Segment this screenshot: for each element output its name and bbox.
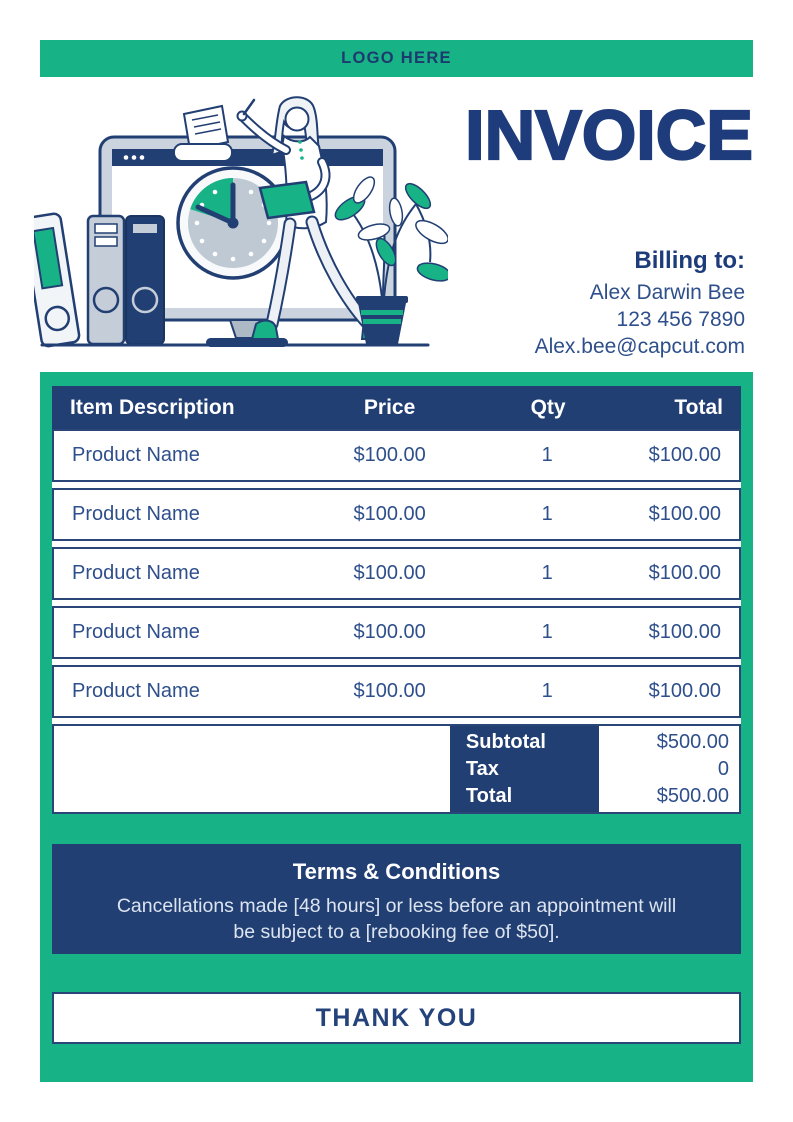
cell-item-description: Product Name: [72, 621, 200, 643]
terms-and-conditions: [52, 844, 741, 954]
table-row: [52, 547, 741, 600]
terms-line-1: Cancellations made [48 hours] or less before an appointment will: [116, 895, 677, 917]
table-row: [52, 488, 741, 541]
cell-qty: 1: [541, 444, 553, 466]
items-table: [52, 386, 741, 814]
terms-title: Terms & Conditions: [292, 859, 501, 884]
cell-total: $100.00: [648, 621, 721, 643]
cell-total: $100.00: [648, 680, 721, 702]
logo-placeholder-text: LOGO HERE: [341, 49, 452, 67]
cell-item-description: Product Name: [72, 562, 200, 584]
billing-heading: Billing to:: [634, 247, 745, 274]
thank-you-text: THANK YOU: [315, 1003, 478, 1032]
header-price: Price: [363, 395, 416, 419]
cell-item-description: Product Name: [72, 680, 200, 702]
billing-name: Alex Darwin Bee: [589, 281, 745, 304]
cell-qty: 1: [541, 621, 553, 643]
cell-price: $100.00: [353, 562, 426, 584]
terms-line-2: be subject to a [rebooking fee of $50].: [233, 920, 560, 943]
totals-spacer: [54, 726, 450, 812]
subtotal-label: Subtotal: [465, 730, 546, 753]
document-icon: [260, 182, 314, 218]
billing-block: [535, 246, 745, 360]
cell-item-description: Product Name: [72, 444, 200, 466]
table-row: [52, 665, 741, 718]
printer-icon: [174, 106, 232, 161]
totals-values: [602, 726, 739, 812]
cell-price: $100.00: [353, 621, 426, 643]
table-row: [52, 606, 741, 659]
table-rows: [52, 429, 741, 718]
billing-email: Alex.bee@capcut.com: [534, 335, 745, 358]
tax-label: Tax: [465, 757, 499, 780]
tax-value: 0: [717, 757, 729, 780]
cell-qty: 1: [541, 680, 553, 702]
page-title: INVOICE: [465, 96, 753, 174]
totals-section: [52, 724, 741, 814]
cell-total: $100.00: [648, 444, 721, 466]
header-qty: Qty: [530, 395, 566, 419]
total-value: $500.00: [656, 784, 729, 807]
cell-item-description: Product Name: [72, 503, 200, 525]
header-total: Total: [674, 395, 723, 419]
cell-price: $100.00: [353, 503, 426, 525]
billing-phone: 123 456 7890: [616, 308, 745, 331]
invoice-body-panel: [40, 372, 753, 1082]
cell-qty: 1: [541, 562, 553, 584]
cell-qty: 1: [541, 503, 553, 525]
logo-bar: [40, 40, 753, 77]
binders-icon: [34, 213, 164, 347]
subtotal-value: $500.00: [656, 730, 729, 753]
totals-labels: [450, 726, 599, 812]
thank-you-banner: [52, 992, 741, 1044]
cell-price: $100.00: [353, 680, 426, 702]
total-label: Total: [465, 784, 513, 807]
table-row: [52, 429, 741, 482]
clock-icon: [178, 168, 288, 278]
cell-total: $100.00: [648, 562, 721, 584]
cell-total: $100.00: [648, 503, 721, 525]
cell-price: $100.00: [353, 444, 426, 466]
header-item-description: Item Description: [70, 395, 235, 419]
table-header-row: [52, 386, 741, 429]
invoice-illustration: [34, 92, 448, 354]
